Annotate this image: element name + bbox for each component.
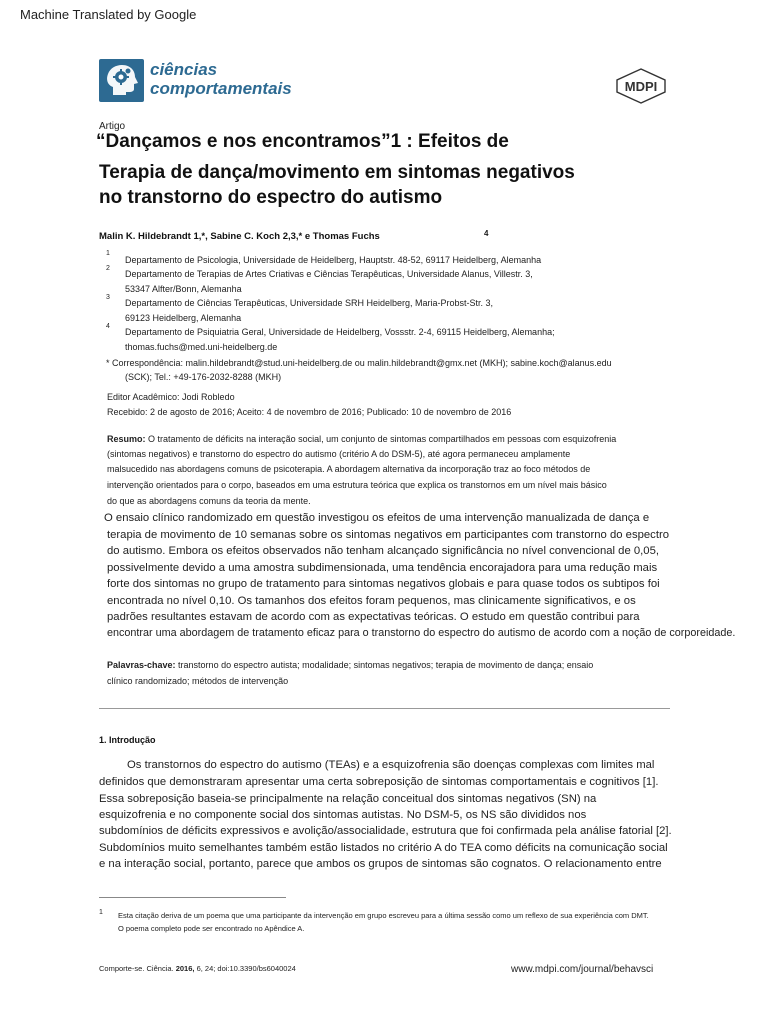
keywords-line: clínico randomizado; métodos de intervenção (107, 676, 289, 686)
intro-line: subdomínios de déficits expressivos e avolição/associalidade, estrutura que foi confirmada pela análise fatorial [2]. (99, 825, 672, 837)
abstract-body-line: encontrar uma abordagem de tratamento eficaz para o transtorno do espectro do autismo de acordo com a noção de corporeidade. (107, 627, 736, 639)
intro-line: Subdomínios muito semelhantes também estão listados no critério A do TEA como déficits na comunicação social (99, 842, 668, 854)
affiliation-line: 69123 Heidelberg, Alemanha (125, 313, 242, 323)
title-line-3: no transtorno do espectro do autismo (99, 187, 443, 208)
authors: Malin K. Hildebrandt 1,*, Sabine C. Koch 2,3,* e Thomas Fuchs (99, 231, 380, 242)
abstract-body-line: terapia de movimento de 10 semanas sobre os sintomas negativos em participantes com transtorno do espectro (107, 529, 670, 541)
journal-url-link[interactable]: www.mdpi.com/journal/behavsci (511, 964, 654, 975)
affiliation-line: Departamento de Psicologia, Universidade de Heidelberg, Hauptstr. 48-52, 69117 Heidelberg, Alemanha (125, 255, 542, 265)
abstract-line: (sintomas negativos) e transtorno do espectro do autismo (critério A do DSM-5), até agora permaneceu amplamente (107, 449, 571, 459)
journal-name-line2: comportamentais (150, 79, 292, 98)
journal-name-line1: ciências (150, 60, 218, 79)
intro-line: esquizofrenia e no componente social dos sintomas autistas. No DSM-5, os NS são divididos nos (99, 809, 587, 821)
journal-name (150, 60, 292, 98)
footnote-number: 1 (99, 909, 103, 916)
affiliation-email: thomas.fuchs@med.uni-heidelberg.de (125, 342, 278, 352)
affiliation-line: Departamento de Psiquiatria Geral, Universidade de Heidelberg, Vossstr. 2-4, 69115 Heidelberg, Alemanha; (125, 327, 555, 337)
footnote-line: O poema completo pode ser encontrado no Apêndice A. (118, 924, 305, 933)
keywords-label: Palavras-chave: (107, 660, 176, 670)
publication-dates: Recebido: 2 de agosto de 2016; Aceito: 4 de novembro de 2016; Publicado: 10 de novembro de 2016 (107, 407, 512, 417)
intro-line: Essa sobreposição baseia-se principalmente na relação conceitual dos sintomas negativos (SN) na (99, 793, 597, 805)
intro-line: definidos que demonstraram apresentar uma certa sobreposição de sintomas comportamentais e cognitivos [1]. (99, 776, 659, 788)
section-divider (99, 708, 670, 709)
title-line-1: “Dançamos e nos encontramos”1 : Efeitos de (96, 131, 509, 152)
abstract-body-line: possivelmente devido a uma amostra subdimensionada, uma tendência encorajadora para uma redução mais (107, 562, 658, 574)
footnote-divider (99, 897, 286, 898)
machine-translation-banner: Machine Translated by Google (20, 7, 197, 22)
citation-footer: Comporte-se. Ciência. 2016, 6, 24; doi:10.3390/bs6040024 (99, 964, 296, 973)
mdpi-logo (613, 68, 669, 109)
affiliation-number: 3 (106, 294, 110, 301)
abstract-line: Resumo: O tratamento de déficits na interação social, um conjunto de sintomas compartilhados em pessoas com esquizofrenia (107, 434, 617, 444)
keywords-line: Palavras-chave: transtorno do espectro autista; modalidade; sintomas negativos; terapia de movimento de dança; ensaio (107, 660, 594, 670)
affiliation-number: 2 (106, 265, 110, 272)
abstract-body-line: padrões resultantes estavam de acordo com as expectativas teóricas. O estudo em questão contribui para (107, 611, 640, 623)
correspondence-line: * Correspondência: malin.hildebrandt@stud.uni-heidelberg.de ou malin.hildebrandt@gmx.net (MKH); sabine.koch@alanus.edu (106, 358, 612, 368)
affiliation-number: 4 (106, 323, 110, 330)
abstract-line: malsucedido nas abordagens comuns de psicoterapia. A abordagem alternativa da incorporação traz ao foco métodos de (107, 464, 591, 474)
intro-line: e na interação social, portanto, parece que ambos os grupos de sintomas são cognatos. O relacionamento entre (99, 858, 662, 870)
affiliation-line: Departamento de Ciências Terapêuticas, Universidade SRH Heidelberg, Maria-Probst-Str. 3, (125, 298, 494, 308)
abstract-body-line: O ensaio clínico randomizado em questão investigou os efeitos de uma intervenção manualizada de dança e (104, 512, 650, 524)
abstract-line: intervenção orientados para o corpo, baseados em uma estrutura teórica que explica os transtornos em um nível mais básico (107, 480, 607, 490)
mdpi-logo-text: MDPI (624, 79, 658, 94)
abstract-body-line: forte dos sintomas no grupo de tratamento para sintomas negativos globais e para quase todos os subtipos foi (107, 578, 660, 590)
title-line-2: Terapia de dança/movimento em sintomas negativos (99, 162, 575, 183)
abstract-body-line: do autismo. Embora os efeitos observados não tenham alcançado significância no nível convencional de 0,05, (107, 545, 660, 557)
author-superscript: 4 (484, 229, 489, 238)
journal-brain-logo-icon (99, 59, 144, 102)
intro-line: Os transtornos do espectro do autismo (TEAs) e a esquizofrenia são doenças complexas com limites mal (127, 759, 655, 771)
affiliation-number: 1 (106, 250, 110, 257)
abstract-line: do que as abordagens comuns da teoria da mente. (107, 496, 311, 506)
abstract-body-line: encontrada no nível 0,10. Os tamanhos dos efeitos foram pequenos, mas clinicamente significativos, e os (107, 595, 636, 607)
article-type: Artigo (99, 121, 126, 132)
abstract-label: Resumo: (107, 434, 146, 444)
affiliation-line: 53347 Alfter/Bonn, Alemanha (125, 284, 242, 294)
footnote-line: Esta citação deriva de um poema que uma participante da intervenção em grupo escreveu para a última sessão como um reflexo de sua experiência com DMT. (118, 911, 649, 920)
affiliation-line: Departamento de Terapias de Artes Criativas e Ciências Terapêuticas, Universidade Alanus, Villestr. 3, (125, 269, 533, 279)
correspondence-line: (SCK); Tel.: +49-176-2032-8288 (MKH) (125, 372, 282, 382)
section-heading: 1. Introdução (99, 735, 156, 745)
academic-editor: Editor Acadêmico: Jodi Robledo (107, 392, 235, 402)
